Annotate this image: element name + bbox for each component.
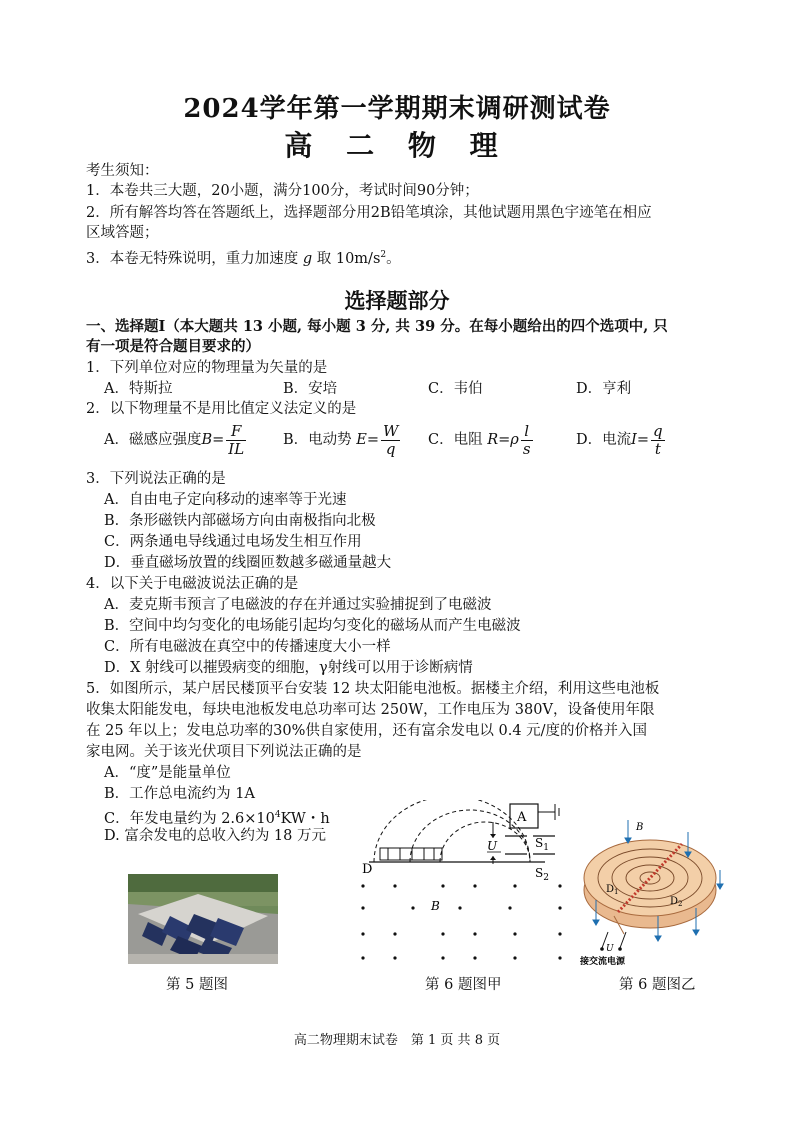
- page-footer: 高二物理期末试卷 第 1 页 共 8 页: [293, 1033, 501, 1048]
- q5-option-b: B．工作总电流约为 1A: [104, 786, 255, 802]
- label-S1: $S_1$: [535, 836, 549, 853]
- figure-5-caption: 第 5 题图: [166, 977, 228, 993]
- q2-stem: 2．以下物理量不是用比值定义法定义的是: [86, 401, 357, 417]
- label-A: A: [517, 810, 527, 825]
- q4-option-c: C．所有电磁波在真空中的传播速度大小一样: [104, 639, 391, 655]
- q1-stem: 1．下列单位对应的物理量为矢量的是: [86, 360, 328, 376]
- q5-option-c: C．年发电量约为 $2.6\times 10^4KW$・h: [104, 810, 330, 827]
- notice-item-2b: 区域答题；: [86, 225, 159, 241]
- q2-option-d: D．电流I= $\frac{q}{t}$: [576, 421, 663, 458]
- label-D1: $D_1$: [606, 884, 619, 896]
- section-intro-1: 一、选择题Ⅰ（本大题共 13 小题, 每小题 3 分, 共 39 分。在每小题给出的四个选项中, 只: [86, 318, 668, 335]
- label-D: D: [362, 862, 373, 877]
- q3-option-b: B．条形磁铁内部磁场方向由南极指向北极: [104, 513, 376, 529]
- section-title: 选择题部分: [344, 288, 450, 313]
- q2-option-a: A．磁感应强度B= $\frac{F}{IL}$: [104, 421, 245, 458]
- label-ac-source: 接交流电源: [580, 957, 626, 967]
- q3-option-d: D．垂直磁场放置的线圈匝数越多磁通量越大: [104, 555, 392, 571]
- q5-stem-2: 收集太阳能发电，每块电池板发电总功率可达 250W，工作电压为 380V，设备使用年限: [86, 702, 655, 718]
- q1-option-d: D．亨利: [576, 381, 632, 397]
- q4-option-d: D．X 射线可以摧毁病变的细胞，γ射线可以用于诊断病情: [104, 660, 473, 676]
- label-B-cyclotron: B: [636, 822, 644, 833]
- notice-item-3: 3．本卷无特殊说明，重力加速度 g 取 $10m/s^2$。: [86, 250, 401, 267]
- q3-option-a: A．自由电子定向移动的速率等于光速: [104, 492, 347, 508]
- q1-option-c: C．韦伯: [428, 381, 483, 397]
- solar-rooftop-photo: [128, 874, 278, 964]
- q3-stem: 3．下列说法正确的是: [86, 471, 226, 487]
- notice-heading: 考生须知：: [86, 163, 159, 179]
- q2-option-c: C．电阻 R=ρ $\frac{l}{s}$: [428, 421, 531, 458]
- q1-option-b: B．安培: [283, 381, 338, 397]
- notice-item-1: 1．本卷共三大题，20小题，满分100分，考试时间90分钟；: [86, 183, 479, 199]
- q5-stem-4: 家电网。关于该光伏项目下列说法正确的是: [86, 744, 362, 760]
- solar-photo-illustration: [128, 874, 278, 964]
- q3-option-c: C．两条通电导线通过电场发生相互作用: [104, 534, 362, 550]
- q5-option-a: A．“度”是能量单位: [104, 765, 231, 781]
- q4-stem: 4．以下关于电磁波说法正确的是: [86, 576, 299, 592]
- figure-6b: [578, 812, 728, 972]
- exam-title: 2024学年第一学期期末调研测试卷: [183, 94, 611, 124]
- notice-item-2a: 2．所有解答均答在答题纸上，选择题部分用2B铅笔填涂，其他试题用黑色宇迹笔在相应: [86, 205, 652, 221]
- label-B: B: [431, 899, 440, 913]
- figure-6b-caption: 第 6 题图乙: [619, 977, 696, 993]
- mass-spectrometer-diagram: [355, 800, 585, 970]
- q4-option-b: B．空间中均匀变化的电场能引起均匀变化的磁场从而产生电磁波: [104, 618, 521, 634]
- cyclotron-diagram: [578, 812, 728, 972]
- label-D2: $D_2$: [670, 896, 683, 908]
- label-U: U: [487, 839, 498, 853]
- label-S2: $S_2$: [535, 866, 549, 883]
- figure-6a-caption: 第 6 题图甲: [425, 977, 502, 993]
- q5-stem-3: 在 25 年以上；发电总功率的30%供自家使用，还有富余发电以 0.4 元/度的价格并入国: [86, 723, 648, 739]
- label-U-cyclotron: U: [606, 944, 614, 954]
- section-intro-2: 有一项是符合题目要求的）: [86, 338, 260, 355]
- q5-stem-1: 5．如图所示，某户居民楼顶平台安装 12 块太阳能电池板。据楼主介绍，利用这些电池板: [86, 681, 660, 697]
- q4-option-a: A．麦克斯韦预言了电磁波的存在并通过实验捕捉到了电磁波: [104, 597, 492, 613]
- q1-option-a: A．特斯拉: [104, 381, 173, 397]
- subject-title: 高 二 物 理: [284, 129, 510, 162]
- figure-6a: [355, 800, 585, 970]
- q2-option-b: B．电动势 E= $\frac{W}{q}$: [283, 421, 399, 458]
- q5-option-d: D. 富余发电的总收入约为 18 万元: [104, 828, 326, 844]
